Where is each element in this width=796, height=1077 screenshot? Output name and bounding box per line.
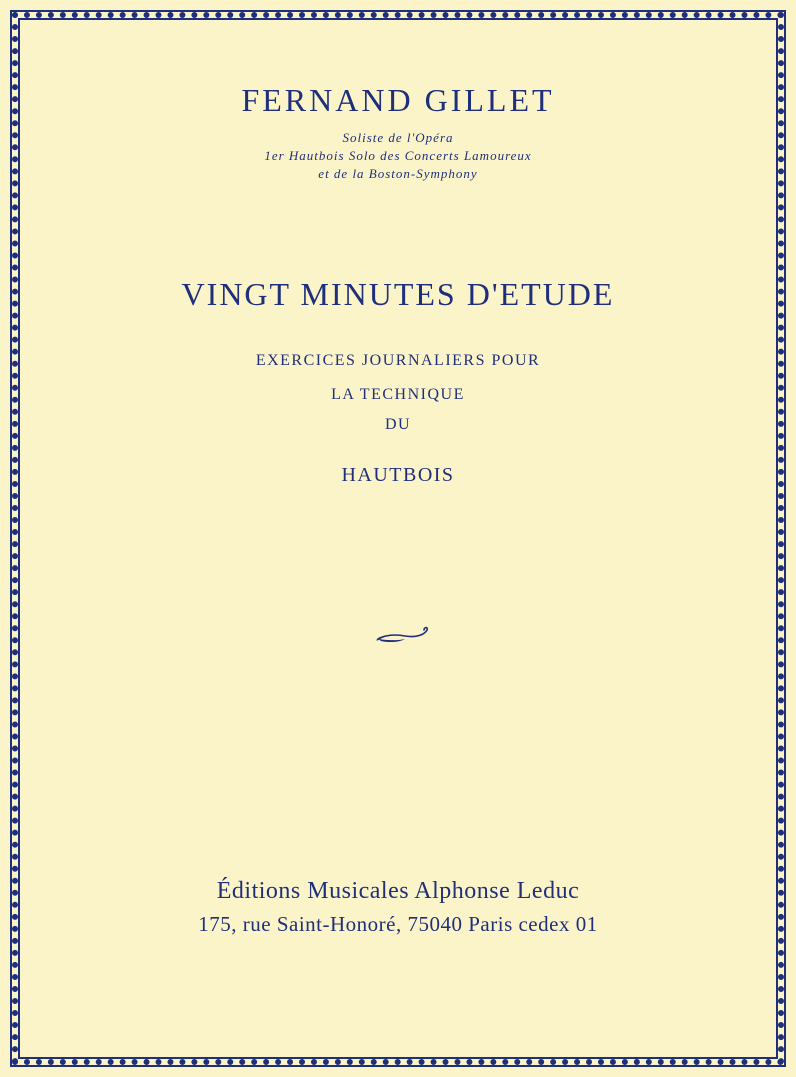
- author-title-line-1: Soliste de l'Opéra: [342, 130, 454, 145]
- description-line-1: EXERCICES JOURNALIERS POUR: [255, 352, 541, 369]
- description-line-3: DU: [384, 416, 412, 433]
- publisher-name: Éditions Musicales Alphonse Leduc: [216, 878, 580, 904]
- author-title-line-3: et de la Boston-Symphony: [318, 166, 478, 181]
- description-line-2: LA TECHNIQUE: [331, 386, 465, 403]
- author-title-line-2: 1er Hautbois Solo des Concerts Lamoureux: [264, 148, 532, 163]
- instrument-name: HAUTBOIS: [341, 464, 455, 486]
- publisher-address: 175, rue Saint-Honoré, 75040 Paris cedex 01: [198, 912, 598, 936]
- flourish-icon: [375, 624, 431, 646]
- author-name: FERNAND GILLET: [241, 82, 555, 118]
- work-title: VINGT MINUTES D'ETUDE: [181, 276, 615, 312]
